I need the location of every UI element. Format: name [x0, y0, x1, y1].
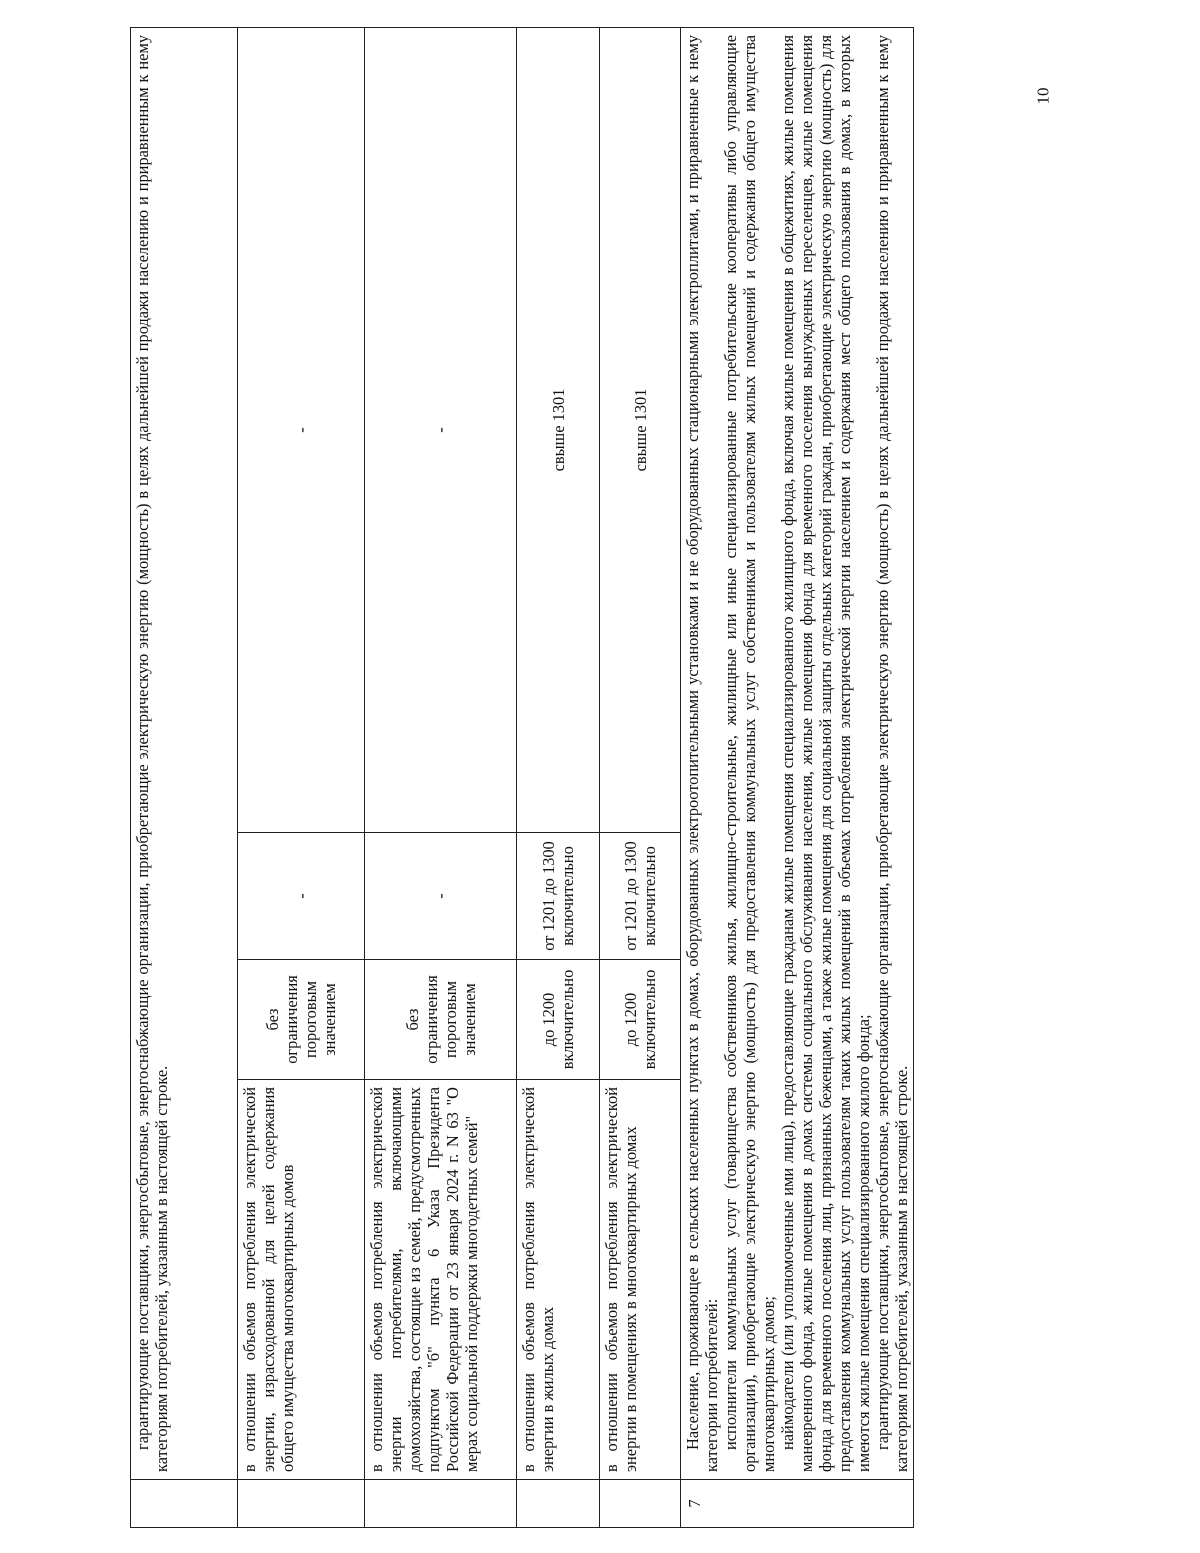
table-row: [238, 27, 365, 1527]
table-row: [517, 27, 600, 1527]
section-7-paragraph: наймодатели (или уполномоченные ими лица), предоставляющие гражданам жилые помещения специализированного жилищного фонда, включая жилые помещения в общежитиях, жилые помещения маневренного фонда, жилые помещения в домах системы социального обслуживания населения, жилые помещения фонда для временного поселения вынужденных переселенцев, жилые помещения фонда для временного поселения лиц, признанных беженцами, а также жилые помещения для социальной защиты отдельных категорий граждан, приобретающие электрическую энергию (мощность) для предоставления коммунальных услуг пользователям таких жилых помещений в объемах потребления электрической энергии населением и содержания мест общего пользования в домах, в которых имеются жилые помещения специализированного жилого фонда;: [778, 34, 873, 1472]
range-cell: до 1200 включительно: [517, 960, 600, 1080]
range-cell: -: [238, 27, 365, 832]
tariff-table: [130, 27, 914, 1528]
table-row: [365, 27, 517, 1527]
consumption-label: в отношении объемов потребления электрической энергии в жилых домах: [517, 1080, 600, 1480]
table-row: [131, 27, 238, 1527]
continuation-cell: [131, 27, 238, 1479]
row-number-cell: [600, 1480, 681, 1528]
page-number: 10: [1033, 87, 1053, 105]
range-cell: до 1200 включительно: [600, 960, 681, 1080]
range-cell: свыше 1301: [600, 27, 681, 832]
range-cell: от 1201 до 1300 включительно: [517, 833, 600, 960]
range-cell: без ограничения пороговым значением: [365, 960, 517, 1080]
table-row-section-7: [681, 27, 914, 1527]
row-number-cell: [131, 1480, 238, 1528]
range-cell: -: [238, 833, 365, 960]
range-cell: без ограничения пороговым значением: [238, 960, 365, 1080]
row-number-cell: 7: [681, 1480, 914, 1528]
table-row: [600, 27, 681, 1527]
row-number-cell: [517, 1480, 600, 1528]
section-7-paragraph: Население, проживающее в сельских населенных пунктах в домах, оборудованных электроотопительными установками и не оборудованных стационарными электроплитами, и приравненные к нему категории потребителей:: [683, 34, 721, 1472]
consumption-label: в отношении объемов потребления электрической энергии в помещениях в многоквартирных домах: [600, 1080, 681, 1480]
row-number-cell: [365, 1480, 517, 1528]
section-7-text-cell: [681, 27, 914, 1479]
consumption-label: в отношении объемов потребления электрической энергии, израсходованной для целей содержания общего имущества многоквартирных домов: [238, 1080, 365, 1480]
rotated-page-content: [130, 28, 990, 1528]
row-number-cell: [238, 1480, 365, 1528]
section-7-paragraph: гарантирующие поставщики, энергосбытовые, энергоснабжающие организации, приобретающие электрическую энергию (мощность) в целях дальнейшей продажи населению и приравненным к нему категориям потребителей, указанным в настоящей строке.: [873, 34, 911, 1472]
range-cell: свыше 1301: [517, 27, 600, 832]
consumption-label: в отношении объемов потребления электрической энергии потребителями, включающими домохозяйства, состоящие из семей, предусмотренных подпунктом "б" пункта 6 Указа Президента Российской Федерации от 23 января 2024 г. N 63 "О мерах социальной поддержки многодетных семей": [365, 1080, 517, 1480]
range-cell: от 1201 до 1300 включительно: [600, 833, 681, 960]
range-cell: -: [365, 833, 517, 960]
continuation-text: гарантирующие поставщики, энергосбытовые, энергоснабжающие организации, приобретающие электрическую энергию (мощность) в целях дальнейшей продажи населению и приравненным к нему категориям потребителей, указанным в настоящей строке.: [133, 34, 171, 1472]
section-7-paragraph: исполнители коммунальных услуг (товарищества собственников жилья, жилищно-строительные, жилищные или иные специализированные потребительские кооперативы либо управляющие организации), приобретающие электрическую энергию (мощность) для предоставления коммунальных услуг собственникам и пользователям жилых помещений и содержания общего имущества многоквартирных домов;: [721, 34, 778, 1472]
range-cell: -: [365, 27, 517, 832]
